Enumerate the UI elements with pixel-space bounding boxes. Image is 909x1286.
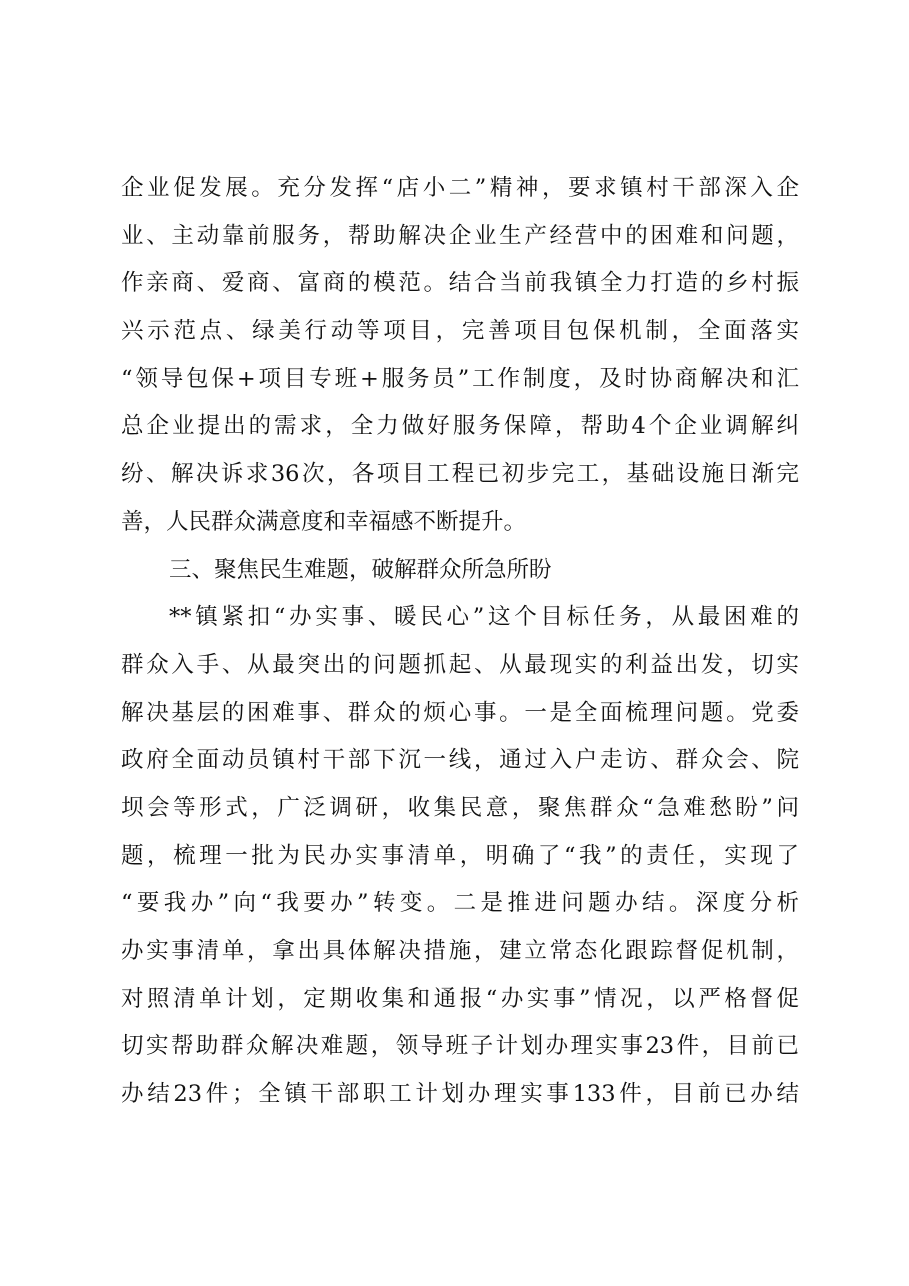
text-line-11: 群众入手、从最突出的问题抓起、从最现实的利益出发，切实 [121,651,799,678]
body-text [121,165,799,1119]
text-line-3: 作亲商、爱商、富商的模范。结合当前我镇全力打造的乡村振 [121,270,799,297]
text-line-17: 办实事清单，拿出具体解决措施，建立常态化跟踪督促机制， [121,938,799,964]
text-line-16: “要我办”向“我要办”转变。二是推进问题办结。深度分析 [121,890,799,917]
text-line-18: 对照清单计划，定期收集和通报“办实事”情况，以严格督促 [121,985,799,1012]
text-line-8: 善，人民群众满意度和幸福感不断提升。 [121,508,527,535]
text-line-13: 政府全面动员镇村干部下沉一线，通过入户走访、群众会、院 [121,747,799,774]
text-line-2: 业、主动靠前服务，帮助解决企业生产经营中的困难和问题， [121,222,799,249]
section-heading: 三、聚焦民生难题，破解群众所急所盼 [169,556,552,583]
text-line-4: 兴示范点、绿美行动等项目，完善项目包保机制，全面落实 [121,318,799,345]
text-line-5: “领导包保+项目专班+服务员”工作制度，及时协商解决和汇 [121,365,799,392]
text-line-20: 办结23件；全镇干部职工计划办理实事133件，目前已办结 [121,1081,799,1108]
text-line-1: 企业促发展。充分发挥“店小二”精神，要求镇村干部深入企 [121,175,799,201]
text-line-15: 题，梳理一批为民办实事清单，明确了“我”的责任，实现了 [121,842,799,869]
text-line-10: **镇紧扣“办实事、暖民心”这个目标任务，从最困难的 [169,604,799,631]
text-line-14: 坝会等形式，广泛调研，收集民意，聚焦群众“急难愁盼”问 [121,794,799,821]
text-line-12: 解决基层的困难事、群众的烦心事。一是全面梳理问题。党委 [121,699,799,726]
text-line-19: 切实帮助群众解决难题，领导班子计划办理实事23件，目前已 [121,1033,799,1060]
text-line-6: 总企业提出的需求，全力做好服务保障，帮助4个企业调解纠 [121,413,799,440]
text-line-7: 纷、解决诉求36次，各项目工程已初步完工，基础设施日渐完 [121,461,799,488]
